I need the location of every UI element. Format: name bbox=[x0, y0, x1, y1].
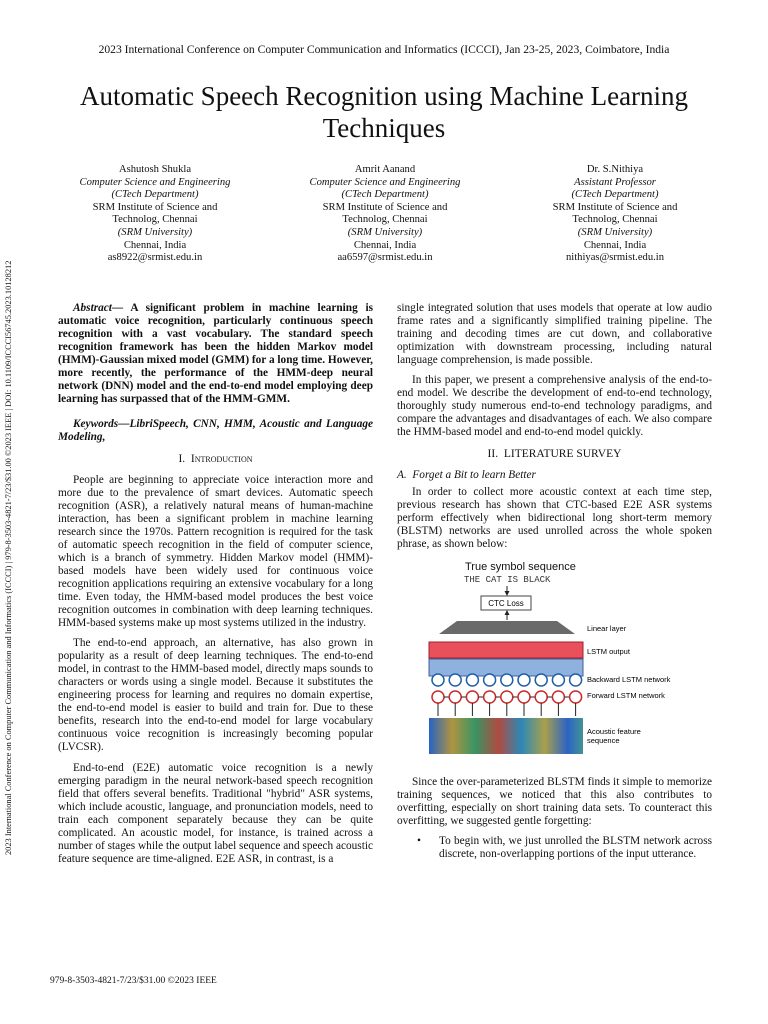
author-name: Ashutosh Shukla bbox=[118, 164, 192, 175]
bullet-text: To begin with, we just unrolled the BLSTM network across discrete, non-overlapping portions of the input utterance. bbox=[439, 834, 712, 861]
backward-lstm-node bbox=[518, 674, 530, 686]
right-paragraph-1: single integrated solution that uses models that operate at low audio frame rates and a significantly simplified training pipeline. The training and decoding times are cut down, and collaborative optimization with downstream processing, including natural language comprehension, is made possible. bbox=[397, 302, 712, 367]
abstract bbox=[58, 302, 373, 406]
figure-sequence: THE CAT IS BLACK bbox=[464, 574, 551, 585]
forward-lstm-node bbox=[484, 691, 496, 703]
intro-paragraph-2: The end-to-end approach, an alternative, has also grown in popularity as a result of deep learning techniques. The end-to-end model, in contrast to the HMM-based model, directly maps sounds to characters or words using a single model. Because it substitutes the engineering process for learning and requires no domain expertise, the end-to-end model is easier to build and train for. Due to these benefits, research into the end-to-end model for large vocabulary continuous voice recognition is increasingly becoming popular (LVCSR). bbox=[58, 637, 373, 754]
forward-lstm-node bbox=[466, 691, 478, 703]
forward-label: Forward LSTM network bbox=[587, 690, 665, 700]
backward-lstm-node bbox=[570, 674, 582, 686]
keywords-label: Keywords— bbox=[73, 418, 130, 431]
right-column bbox=[397, 302, 712, 861]
abstract-text: A significant problem in machine learning is automatic voice recognition, particularly continuous speech recognition with a vast vocabulary. The standard speech recognition framework has been the hidden Markov model (HMM)-Gaussian mixed model (GMM) for a long time. However, more recently, the performance of the HMM-deep neural network (DNN) model and the end-to-end model employing deep learning has surpassed that of the HMM-GMM. bbox=[58, 302, 374, 406]
author-3 bbox=[500, 164, 730, 265]
forward-lstm-node bbox=[570, 691, 582, 703]
author-inst: SRM Institute of Science and bbox=[552, 201, 678, 213]
linear-layer bbox=[439, 621, 575, 634]
author-dept: Computer Science and Engineering bbox=[79, 176, 231, 188]
keywords-text: LibriSpeech, CNN, HMM, Acoustic and Language Modeling, bbox=[58, 418, 373, 444]
author-dept: Computer Science and Engineering bbox=[309, 176, 461, 188]
conference-header: 2023 International Conference on Computer Communication and Informatics (ICCCI), Jan 23-25, 2023, Coimbatore, India bbox=[98, 43, 670, 56]
backward-lstm-node bbox=[432, 674, 444, 686]
author-inst2: Technolog, Chennai bbox=[572, 214, 658, 226]
left-column bbox=[58, 302, 373, 873]
subsection-title: Forget a Bit to learn Better bbox=[412, 468, 536, 481]
doi-sidebar bbox=[4, 165, 18, 855]
keywords bbox=[58, 418, 373, 444]
author-inst: SRM Institute of Science and bbox=[92, 201, 218, 213]
author-dept2: (CTech Department) bbox=[111, 189, 199, 201]
forward-lstm-node bbox=[449, 691, 461, 703]
author-block bbox=[40, 164, 730, 265]
linear-label: Linear layer bbox=[587, 623, 627, 633]
section-heading-introduction bbox=[58, 453, 373, 466]
forward-lstm-node bbox=[535, 691, 547, 703]
author-univ: (SRM University) bbox=[577, 226, 653, 238]
abstract-label: Abstract— bbox=[73, 302, 124, 314]
right-paragraph-4: Since the over-parameterized BLSTM finds it simple to memorize training sequences, we noticed that this also contributes to overfitting, especially on short training data sets. To counteract this overfitting, we suggested gentle forgetting: bbox=[397, 775, 712, 827]
acoustic-label-1: Acoustic feature bbox=[587, 726, 641, 736]
section-number: I. bbox=[178, 453, 186, 466]
author-name: Amrit Aanand bbox=[354, 164, 416, 175]
section-heading-literature bbox=[397, 448, 712, 461]
lstm-output-label: LSTM output bbox=[587, 646, 630, 656]
figure-heading: True symbol sequence bbox=[465, 560, 576, 573]
author-inst2: Technolog, Chennai bbox=[112, 214, 198, 226]
author-1 bbox=[40, 164, 270, 265]
backward-label: Backward LSTM network bbox=[587, 674, 671, 684]
author-dept: Assistant Professor bbox=[574, 176, 656, 188]
section-number: II. bbox=[487, 448, 499, 461]
sidebar-text: 2023 International Conference on Computer Communication and Informatics (ICCCI) | 979-8-3503-4821-7/23/$31.00 ©2023 IEEE | DOI: 10.1109/ICCCI56745.2023.10128212 bbox=[4, 260, 13, 855]
backward-lstm-node bbox=[466, 674, 478, 686]
forward-lstm-node bbox=[518, 691, 530, 703]
backward-lstm-node bbox=[501, 674, 513, 686]
paper-title: Automatic Speech Recognition using Machine Learning Techniques bbox=[79, 81, 689, 143]
section-title: LITERATURE SURVEY bbox=[503, 448, 622, 461]
right-paragraph-2: In this paper, we present a comprehensive analysis of the end-to-end model. We describe the development of end-to-end technology, thoroughly study numerous end-to-end technology paradigms, and compare the advantages and disadvantages of each. We also compare the HMM-based model and end-to-end model quickly. bbox=[397, 374, 712, 439]
backward-lstm-node bbox=[484, 674, 496, 686]
backward-lstm-node bbox=[535, 674, 547, 686]
forward-lstm-node bbox=[501, 691, 513, 703]
footer-copyright: 979-8-3503-4821-7/23/$31.00 ©2023 IEEE bbox=[50, 976, 217, 986]
author-email[interactable]: aa6597@srmist.edu.in bbox=[337, 252, 433, 264]
author-dept2: (CTech Department) bbox=[341, 189, 429, 201]
forward-lstm-node bbox=[432, 691, 444, 703]
author-email[interactable]: as8922@srmist.edu.in bbox=[107, 252, 203, 264]
author-inst: SRM Institute of Science and bbox=[322, 201, 448, 213]
author-univ: (SRM University) bbox=[347, 226, 423, 238]
author-inst2: Technolog, Chennai bbox=[342, 214, 428, 226]
forward-lstm-node bbox=[552, 691, 564, 703]
section-title: Introduction bbox=[190, 453, 253, 466]
intro-paragraph-1: People are beginning to appreciate voice interaction more and more due to the prevalence of smart devices. Automatic speech recognition (ASR), a relatively natural means of human-machine interaction, has been a significant problem in machine learning research since the 1970s. Pattern recognition is required for the task of automatic speech recognition in the field of computer science, which is a branch of symmetry. Hidden Markov model (HMM)-based models have been widely used for continuous voice recognition applications requiring an extensive vocabulary for a long time. Even today, the HMM-based model produces the best voice recognition outcomes in combination with deep learning techniques. HMM-based systems make up most systems utilized in the industry. bbox=[58, 473, 373, 630]
blstm-figure bbox=[397, 558, 712, 770]
acoustic-label-2: sequence bbox=[587, 735, 620, 745]
ctc-loss-label: CTC Loss bbox=[488, 598, 524, 608]
author-email[interactable]: nithiyas@srmist.edu.in bbox=[565, 252, 665, 264]
author-univ: (SRM University) bbox=[117, 226, 193, 238]
author-2 bbox=[270, 164, 500, 265]
subsection-letter: A. bbox=[397, 468, 407, 481]
subsection-heading bbox=[397, 469, 712, 482]
intro-paragraph-3: End-to-end (E2E) automatic voice recognition is a newly emerging paradigm in the neural network-based speech recognition field that offers several benefits. Traditional "hybrid" ASR systems, which include acoustic, language, and pronunciation models, need to train each component separately because they can be quite complicated. An acoustic model, for instance, is trained across a number of stages while the output label sequence and speech acoustic feature sequence are time-aligned. E2E ASR, in contrast, is a bbox=[58, 761, 373, 865]
bullet-mark: • bbox=[417, 834, 421, 847]
lstm-output-bar bbox=[429, 642, 583, 658]
backward-lstm-node bbox=[449, 674, 461, 686]
author-city: Chennai, India bbox=[123, 239, 187, 251]
author-dept2: (CTech Department) bbox=[571, 189, 659, 201]
backward-lstm-node bbox=[552, 674, 564, 686]
right-paragraph-3: In order to collect more acoustic context at each time step, previous research has shown that CTC-based E2E ASR systems perform effectively when bidirectional long short-term memory (BLSTM) networks are used unrolled across the whole spoken phrase, as shown below: bbox=[397, 485, 712, 550]
blstm-diagram bbox=[397, 558, 712, 770]
author-city: Chennai, India bbox=[583, 239, 647, 251]
node-rows bbox=[432, 674, 582, 716]
author-city: Chennai, India bbox=[353, 239, 417, 251]
author-name: Dr. S.Nithiya bbox=[586, 164, 644, 175]
bullet-item bbox=[417, 835, 712, 861]
